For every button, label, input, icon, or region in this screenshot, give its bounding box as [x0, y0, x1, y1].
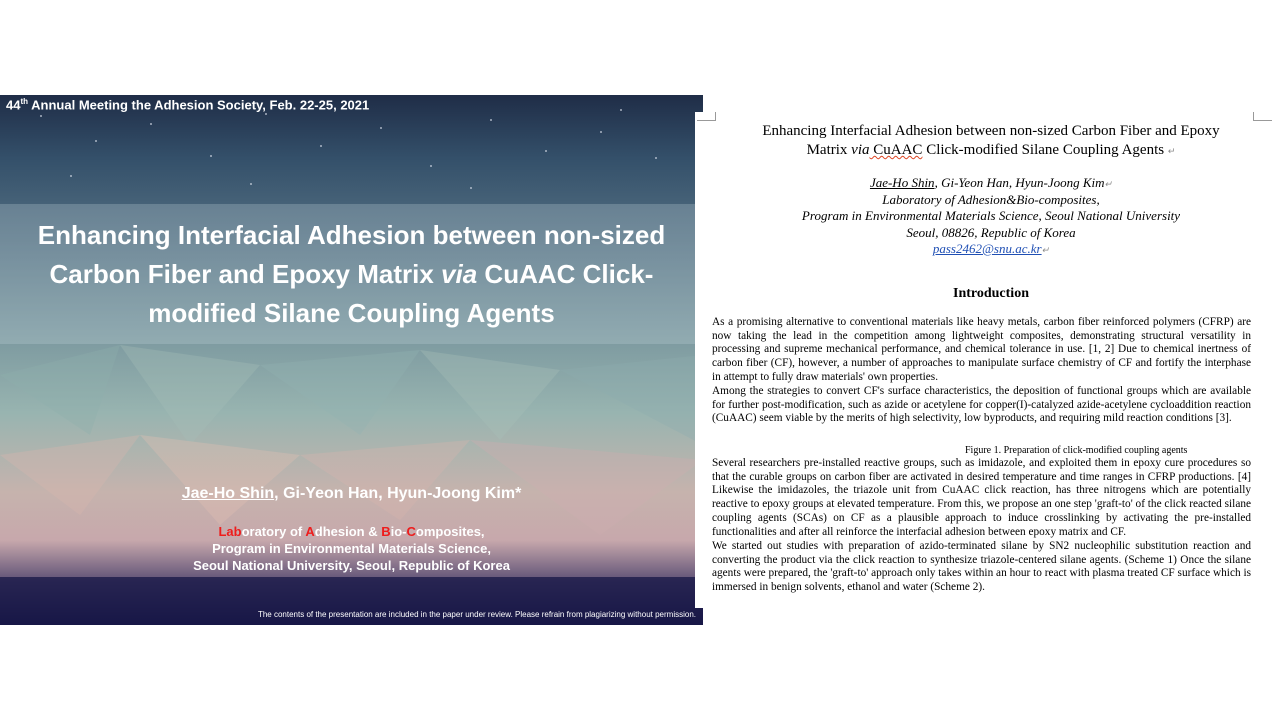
presentation-slide	[0, 95, 703, 625]
paragraph-1: As a promising alternative to conventional materials like heavy metals, carbon fiber reinforced polymers (CFRP) are now taking the lead in the competition among lightweight composites, demonstrating structural versatility in processing and supreme mechanical performance, and chemical tolerance in use. [1, 2] Due to chemical inertness of carbon fiber (CF), however, a number of approaches to manipulate surface chemistry of CF and fortify the interphase in attempt to fully draw materials' own properties.	[712, 316, 1251, 383]
document-address: Seoul, 08826, Republic of Korea	[906, 225, 1076, 240]
slide-title: Enhancing Interfacial Adhesion between non-sized Carbon Fiber and Epoxy Matrix via CuAAC Click- modified Silane Coupling Agents	[37, 220, 666, 328]
slide-disclaimer: The contents of the presentation are included in the paper under review. Please refrain from plagiarizing without permission.	[257, 610, 696, 619]
document-authors: Jae-Ho Shin, Gi-Yeon Han, Hyun-Joong Kim↵	[869, 175, 1113, 190]
document-page[interactable]	[695, 112, 1280, 608]
document-program: Program in Environmental Materials Science, Seoul National University	[801, 208, 1181, 223]
paragraph-4: We started out studies with preparation of azido-terminated silane by SN2 nucleophilic substitution reaction and converting the product via the click reaction to synthesize triazole-centered silane agents. (Scheme 1) Once the silane agents were prepared, the 'graft-to' approach only takes within an hour to react with plasma treated CF surface which is immersed in benign solvents, ethanol and water (Scheme 2).	[712, 540, 1251, 594]
figure-caption: Figure 1. Preparation of click-modified coupling agents	[965, 445, 1188, 456]
document-title: Enhancing Interfacial Adhesion between non-sized Carbon Fiber and Epoxy Matrix via CuAAC Click-modified Silane Coupling Agents ↵	[762, 123, 1220, 158]
document-email[interactable]: pass2462@snu.ac.kr↵	[932, 241, 1050, 256]
document-lab: Laboratory of Adhesion&Bio-composites,	[882, 192, 1100, 207]
paragraph-2: Among the strategies to convert CF's surface characteristics, the deposition of functional groups which are available for further post-modification, such as azide or acetylene for copper(I)-catalyzed azide-acetylene cycloaddition reaction (CuAAC) seem viable by the merits of high selectivity, low byproducts, and requiring mild reaction conditions [3].	[712, 385, 1251, 425]
paragraph-3: Several researchers pre-installed reactive groups, such as imidazole, and exploited them in epoxy cure procedures so that the curable groups on carbon fiber are activated in desired temperature and time ranges in CFRP productions. [4] Likewise the imidazoles, the triazole unit from CuAAC click reaction, has three nitrogens which are potentially reactive to epoxy groups at elevated temperature. From this, we propose an one step 'graft-to' of the click reacted silane coupling agents (SCAs) on CF as a plausible approach to induce crosslinking by activating the pre-installed functionalities and after all reinforce the interfacial adhesion between epoxy matrix and CF.	[712, 457, 1251, 538]
crop-mark-left	[697, 112, 716, 121]
crop-mark-right	[1253, 112, 1272, 121]
slide-affiliation: Laboratory of Adhesion & Bio-Composites, Program in Environmental Materials Science, Seoul National University, Seoul, Republic of Korea	[193, 524, 510, 573]
slide-authors: Jae-Ho Shin, Gi-Yeon Han, Hyun-Joong Kim*	[181, 485, 522, 502]
conference-header: 44th Annual Meeting the Adhesion Society, Feb. 22-25, 2021	[6, 97, 370, 113]
introduction-heading: Introduction	[953, 286, 1029, 301]
